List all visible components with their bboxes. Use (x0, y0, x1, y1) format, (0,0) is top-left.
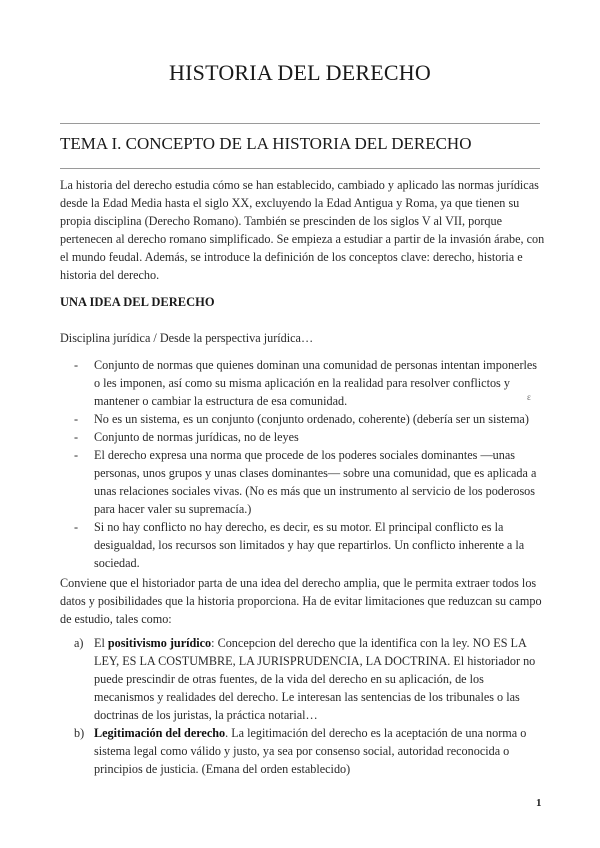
document-title: HISTORIA DEL DERECHO (169, 60, 431, 85)
lettered-list (60, 634, 542, 778)
intro-paragraph: La historia del derecho estudia cómo se han establecido, cambiado y aplicado las normas jurídicas desde la Edad Media hasta el siglo XX, excluyendo la Edad Antigua y Roma, ya que tienen su propia disciplina (Derecho Romano). También se prescinden de los siglos V al VII, porque pertenecen al derecho romano simplificado. Se empieza a estudiar a partir de la invasión árabe, con el mundo feudal. Además, se introduce la definición de los conceptos clave: derecho, historia e historia del derecho. (60, 178, 545, 282)
bullet-item (60, 518, 542, 572)
section-title: TEMA I. CONCEPTO DE LA HISTORIA DEL DERECHO (60, 134, 472, 153)
item-text: . La legitimación del derecho es la aceptación de una norma o sistema legal como válido y justo, ya sea por consenso social, autoridad reconocida o principios de justicia. (Emana del orden establecido) (94, 726, 527, 776)
title-divider (60, 123, 540, 124)
bullet-item (60, 356, 542, 410)
stray-mark: ɛ (527, 392, 531, 402)
closing-paragraph: Conviene que el historiador parta de una idea del derecho amplia, que le permita extraer todos los datos y posibilidades que la historia proporciona. Ha de evitar limitaciones que reduzcan su campo de estudio, tales como: (60, 576, 542, 626)
item-term: positivismo jurídico (107, 636, 212, 650)
bullet-text: Conjunto de normas jurídicas, no de leyes (94, 430, 299, 444)
item-marker: b) (74, 726, 85, 740)
page-number: 1 (536, 797, 542, 809)
bullet-item (60, 428, 542, 446)
bullet-item (60, 446, 542, 518)
bullet-marker: - (74, 412, 79, 426)
item-marker: a) (74, 636, 84, 650)
lettered-item (60, 634, 542, 724)
item-prefix: El (94, 636, 108, 650)
bullet-marker: - (74, 430, 79, 444)
bullet-item (60, 410, 542, 428)
item-term: Legitimación del derecho (94, 726, 226, 740)
section-divider (60, 168, 540, 169)
bullet-marker: - (74, 358, 79, 372)
item-text: : Concepcion del derecho que la identifica con la ley. NO ES LA LEY, ES LA COSTUMBRE, LA JURISPRUDENCIA, LA DOCTRINA. El historiador no puede prescindir de otras fuentes, de la vida del derecho en su aplicación, de los mecanismos y realidades del derecho. Le interesan las sentencias de los tribunales o las doctrinas de los juristas, la práctica notarial… (94, 636, 536, 722)
lettered-item (60, 724, 542, 778)
lead-line: Disciplina jurídica / Desde la perspectiva jurídica… (60, 331, 314, 345)
bullet-marker: - (74, 520, 79, 534)
bullet-text: El derecho expresa una norma que procede de los poderes sociales dominantes —unas personas, unos grupos y unas clases dominantes— sobre una comunidad, que es aplicada a unas relaciones sociales vivas. (No es más que un instrumento al servicio de los poderosos para hacer valer su supremacía.) (94, 448, 537, 516)
bullet-text: Si no hay conflicto no hay derecho, es decir, es su motor. El principal conflicto es la desigualdad, los recursos son limitados y hay que repartirlos. Un conflicto inherente a la sociedad. (94, 520, 525, 570)
bullet-list (60, 356, 542, 572)
subheading: UNA IDEA DEL DERECHO (60, 295, 215, 309)
bullet-marker: - (74, 448, 79, 462)
bullet-text: No es un sistema, es un conjunto (conjunto ordenado, coherente) (debería ser un sistema) (94, 412, 529, 426)
bullet-text: Conjunto de normas que quienes dominan una comunidad de personas intentan imponerles o les imponen, así como su misma aplicación en la realidad para resolver conflictos y mantener o cambiar la estructura de esa comunidad. (94, 358, 538, 408)
